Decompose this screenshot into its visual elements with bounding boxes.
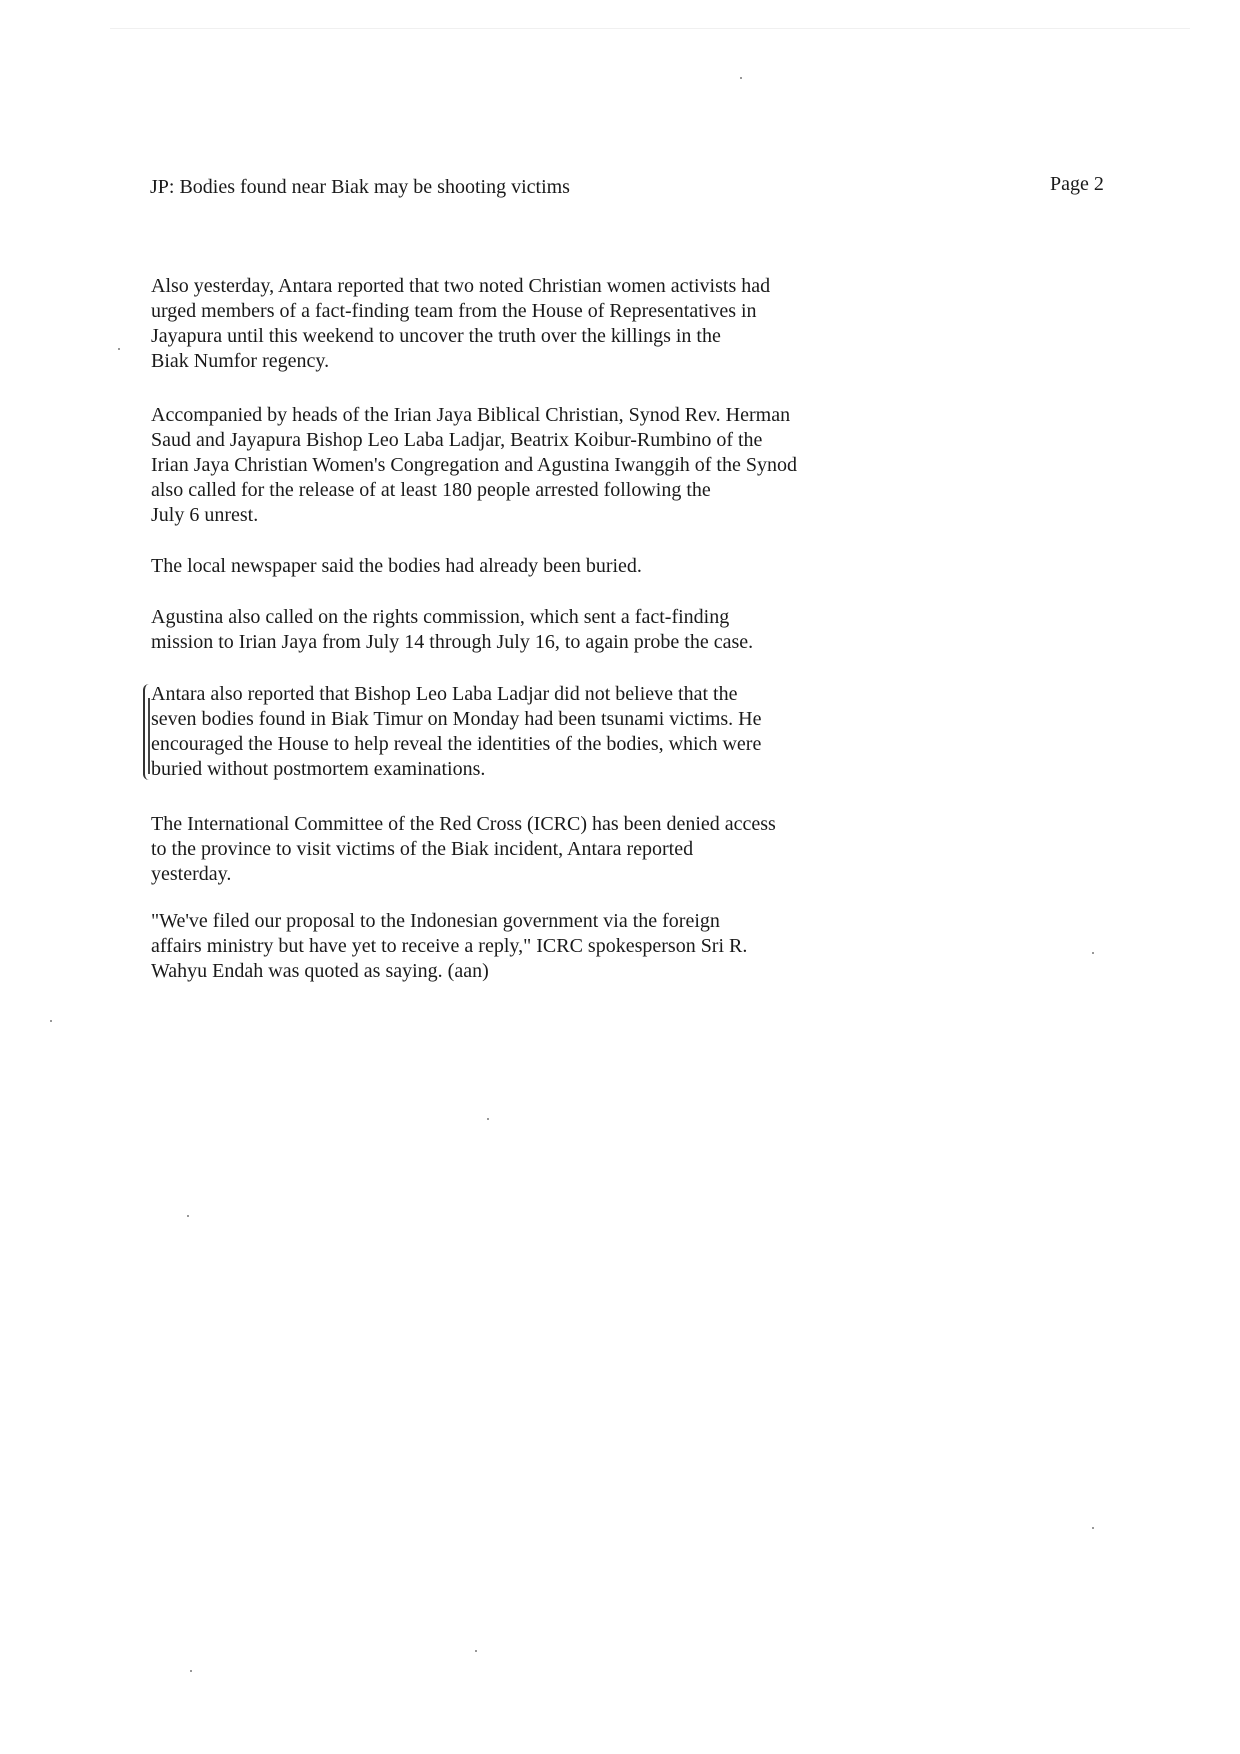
text-line: Also yesterday, Antara reported that two noted Christian women activists had xyxy=(151,275,771,297)
scan-speck xyxy=(740,77,742,79)
scan-speck xyxy=(50,1020,52,1022)
text-line: buried without postmortem examinations. xyxy=(151,758,486,780)
paragraph-bishop-statement xyxy=(151,682,762,782)
scan-speck xyxy=(1092,952,1094,954)
text-line: Irian Jaya Christian Women's Congregation and Agustina Iwanggih of the Synod xyxy=(151,454,797,476)
text-line: to the province to visit victims of the Biak incident, Antara reported xyxy=(151,838,694,860)
text-line: yesterday. xyxy=(151,863,232,885)
text-line: urged members of a fact-finding team from the House of Representatives in xyxy=(151,300,757,322)
paragraph-bodies-buried xyxy=(151,554,642,579)
text-line: Saud and Jayapura Bishop Leo Laba Ladjar, Beatrix Koibur-Rumbino of the xyxy=(151,429,763,451)
paragraph-release-call xyxy=(151,403,797,528)
text-line: Agustina also called on the rights commission, which sent a fact-finding xyxy=(151,606,730,628)
text-line: encouraged the House to help reveal the identities of the bodies, which were xyxy=(151,733,762,755)
scan-speck xyxy=(487,1118,489,1120)
scan-speck xyxy=(1092,1527,1094,1529)
text-line: Accompanied by heads of the Irian Jaya Biblical Christian, Synod Rev. Herman xyxy=(151,404,791,426)
text-line: The local newspaper said the bodies had already been buried. xyxy=(151,555,642,577)
text-line: The International Committee of the Red Cross (ICRC) has been denied access xyxy=(151,813,776,835)
text-line: seven bodies found in Biak Timur on Monday had been tsunami victims. He xyxy=(151,708,762,730)
scan-speck xyxy=(118,348,120,350)
scan-speck xyxy=(190,1670,192,1672)
scan-speck xyxy=(187,1215,189,1217)
handwritten-margin-stroke xyxy=(148,698,150,774)
page-header-title: JP: Bodies found near Biak may be shooting victims xyxy=(150,176,570,198)
text-line: "We've filed our proposal to the Indonesian government via the foreign xyxy=(151,910,720,932)
text-line: Antara also reported that Bishop Leo Laba Ladjar did not believe that the xyxy=(151,683,738,705)
paragraph-icrc-access xyxy=(151,812,776,887)
paragraph-activists xyxy=(151,274,770,374)
page-number: Page 2 xyxy=(1050,173,1104,195)
paragraph-icrc-quote xyxy=(151,909,747,984)
scan-speck xyxy=(475,1650,477,1652)
text-line: also called for the release of at least 180 people arrested following the xyxy=(151,479,711,501)
scan-edge-line xyxy=(110,28,1190,29)
text-line: Biak Numfor regency. xyxy=(151,350,330,372)
text-line: Wahyu Endah was quoted as saying. (aan) xyxy=(151,960,489,982)
text-line: mission to Irian Jaya from July 14 through July 16, to again probe the case. xyxy=(151,631,754,653)
text-line: affairs ministry but have yet to receive a reply," ICRC spokesperson Sri R. xyxy=(151,935,748,957)
paragraph-rights-commission xyxy=(151,605,753,655)
text-line: July 6 unrest. xyxy=(151,504,259,526)
text-line: Jayapura until this weekend to uncover the truth over the killings in the xyxy=(151,325,721,347)
